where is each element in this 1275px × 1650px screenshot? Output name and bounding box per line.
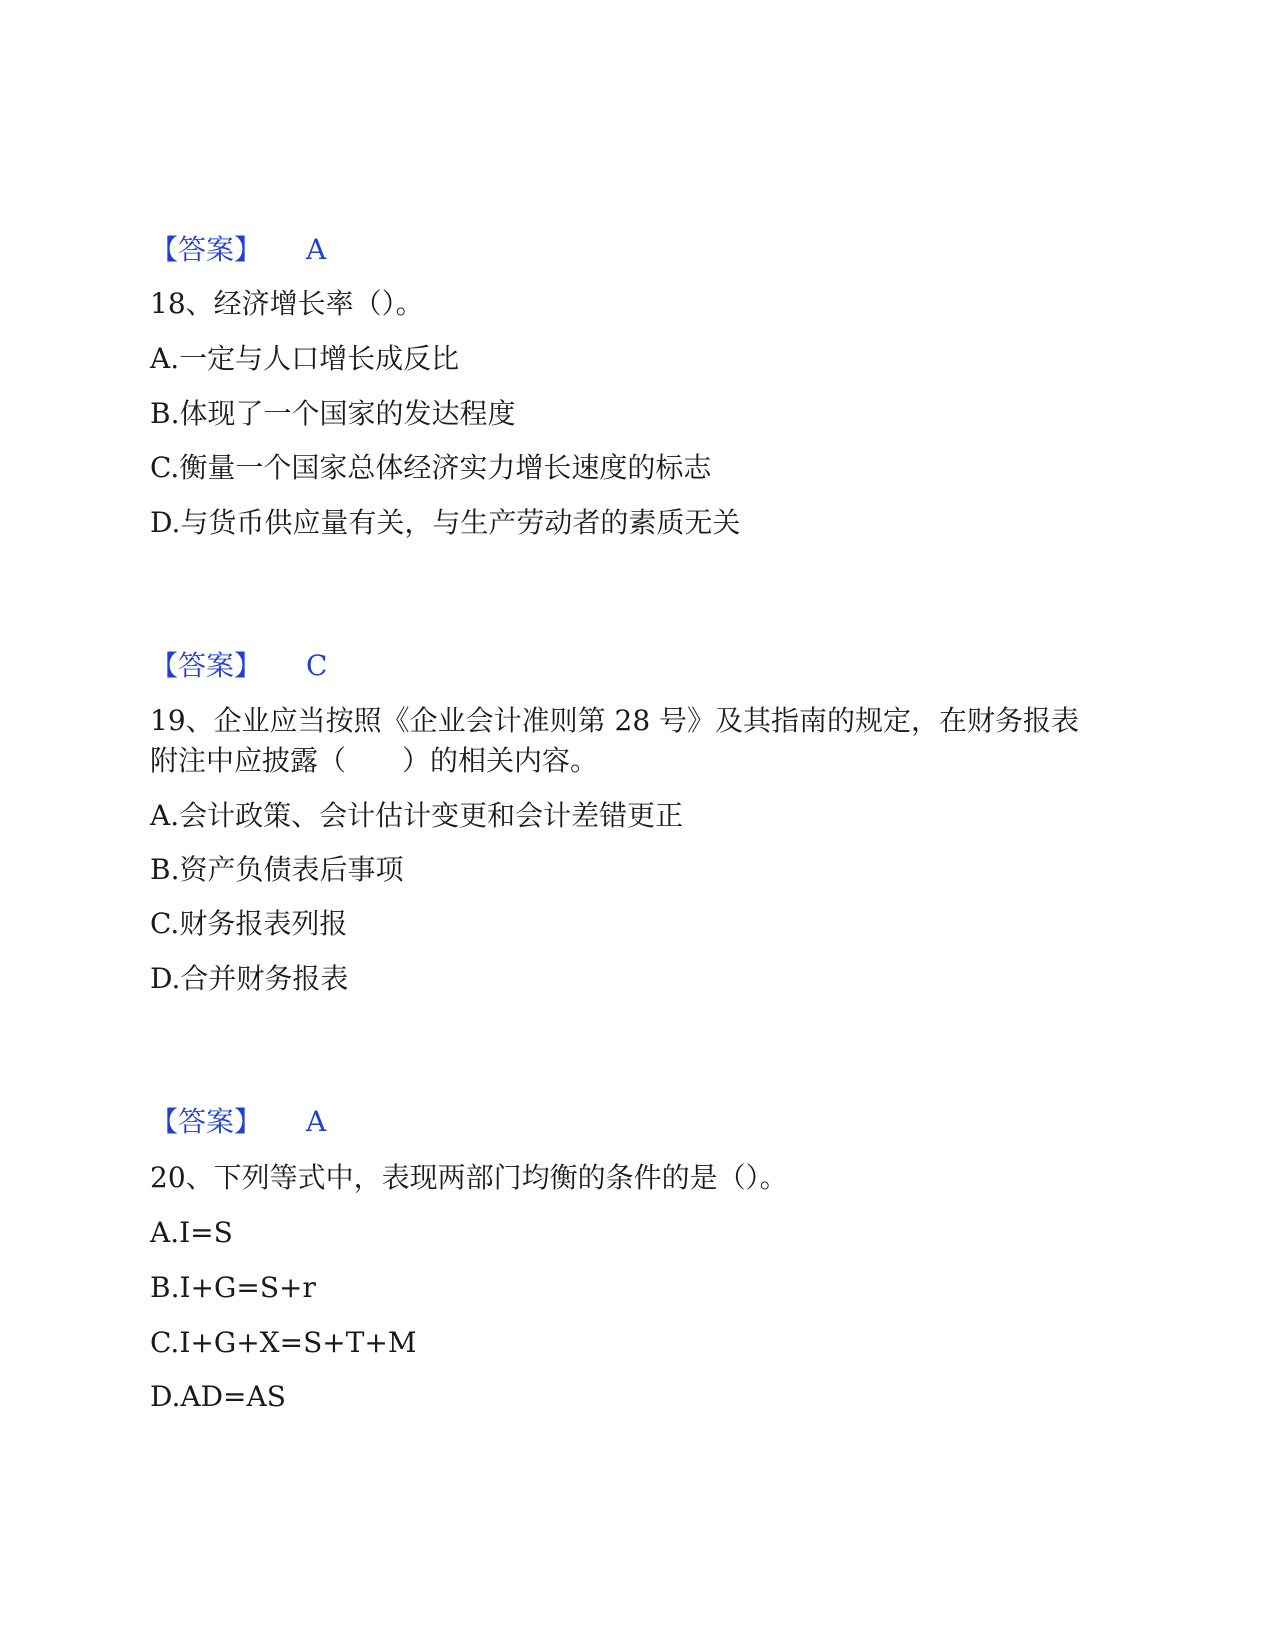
question-18-option-a: A.一定与人口增长成反比 bbox=[150, 342, 460, 375]
question-18-option-c: C.衡量一个国家总体经济实力增长速度的标志 bbox=[150, 451, 712, 484]
question-19-stem-line-2: 附注中应披露（ ）的相关内容。 bbox=[150, 744, 599, 777]
answer-row bbox=[150, 232, 327, 268]
question-20-stem: 20、下列等式中，表现两部门均衡的条件的是（）。 bbox=[150, 1161, 788, 1194]
question-19-option-a: A.会计政策、会计估计变更和会计差错更正 bbox=[150, 799, 684, 832]
question-18-option-b: B.体现了一个国家的发达程度 bbox=[150, 397, 516, 430]
answer-label: 【答案】 bbox=[150, 649, 263, 682]
question-19-option-b: B.资产负债表后事项 bbox=[150, 853, 404, 886]
question-20-option-a: A.I=S bbox=[150, 1216, 233, 1249]
question-19-option-d: D.合并财务报表 bbox=[150, 962, 349, 995]
question-20-option-b: B.I+G=S+r bbox=[150, 1271, 316, 1304]
question-20-option-d: D.AD=AS bbox=[150, 1380, 286, 1413]
question-19-option-c: C.财务报表列报 bbox=[150, 907, 348, 940]
answer-value: C bbox=[306, 649, 328, 682]
answer-label: 【答案】 bbox=[150, 1105, 263, 1138]
answer-label: 【答案】 bbox=[150, 233, 263, 266]
answer-row bbox=[150, 648, 328, 684]
answer-value: A bbox=[306, 233, 327, 266]
answer-row bbox=[150, 1104, 327, 1140]
question-20-option-c: C.I+G+X=S+T+M bbox=[150, 1326, 417, 1359]
question-19-stem-line-1: 19、企业应当按照《企业会计准则第 28 号》及其指南的规定，在财务报表 bbox=[150, 704, 1080, 737]
question-18-option-d: D.与货币供应量有关，与生产劳动者的素质无关 bbox=[150, 506, 741, 539]
answer-value: A bbox=[306, 1105, 327, 1138]
question-18-stem: 18、经济增长率（）。 bbox=[150, 287, 424, 320]
